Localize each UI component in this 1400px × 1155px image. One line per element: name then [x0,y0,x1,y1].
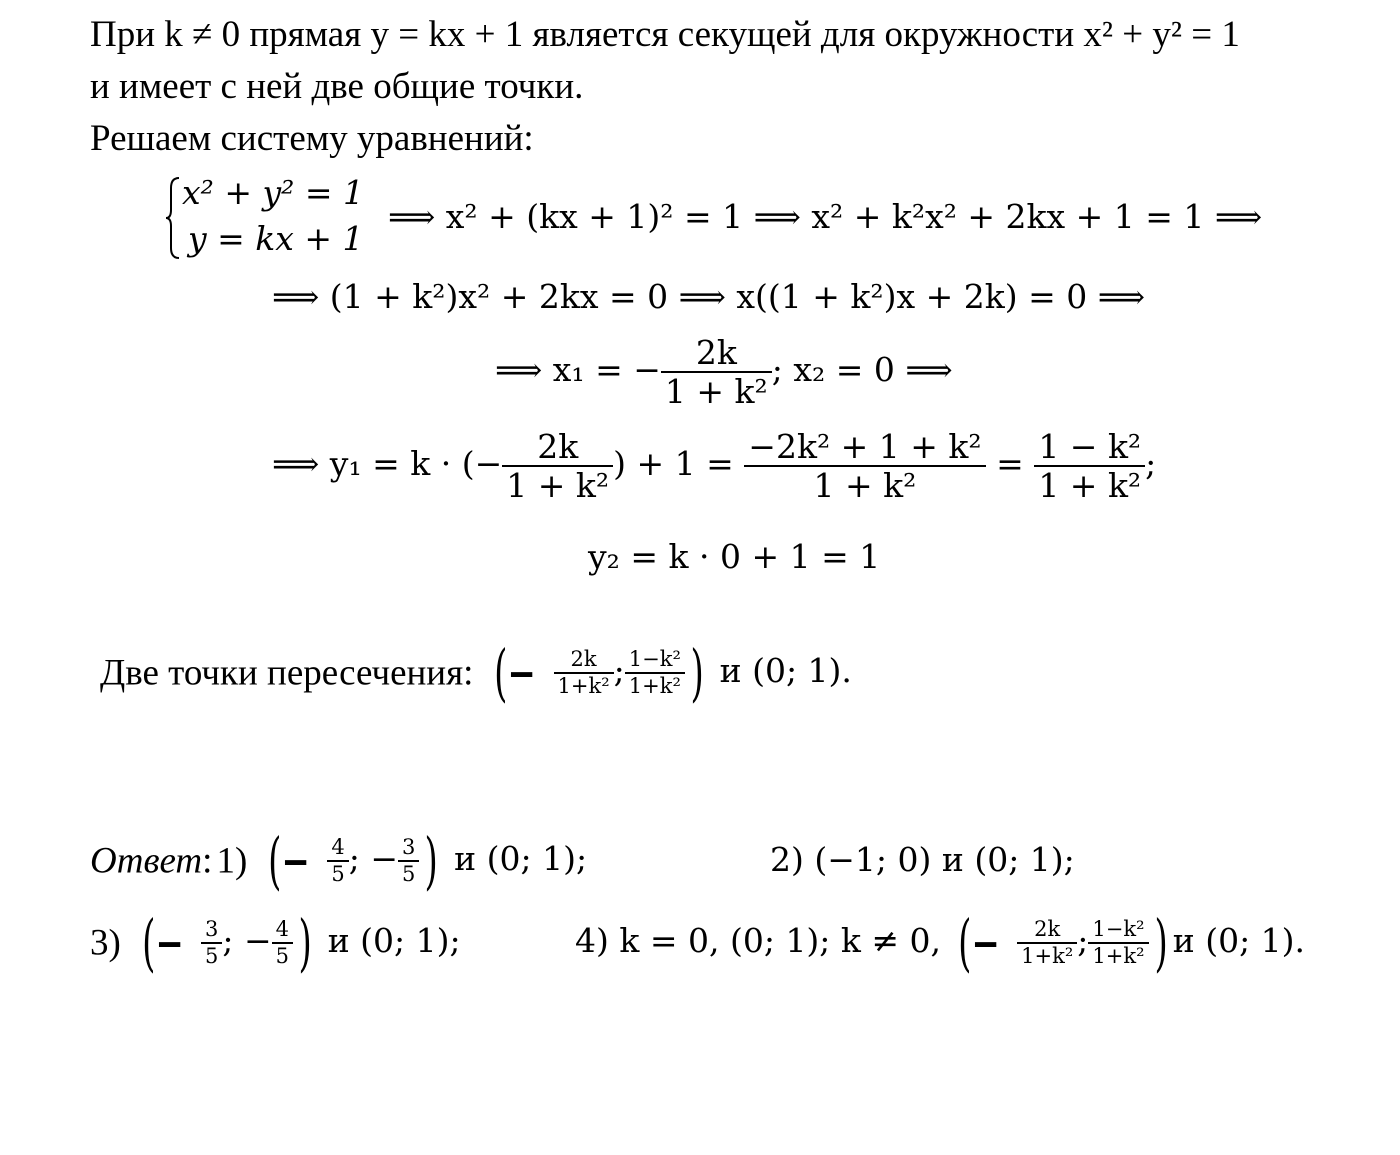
option-4-lead: 4) k = 0, (0; 1); k ≠ 0, [575,921,942,960]
fraction-numerator: 2k [1017,919,1077,944]
option-3-fraction-2 [272,919,293,967]
root-y1-fraction-2 [744,427,985,505]
option-4-close: ) [1153,906,1168,979]
points-open: (− [494,636,537,709]
points-fraction-1 [554,649,614,697]
option-3-tail: и (0; 1); [327,921,461,960]
points-separator: ; [613,651,625,690]
answer-label: Ответ [90,840,203,882]
fraction-numerator: 1 − k² [1034,430,1145,467]
fraction-numerator: 3 [201,919,222,944]
intro-line-1: При k ≠ 0 прямая y = kx + 1 является секущей для окружности x² + y² = 1 [90,14,1240,55]
fraction-denominator: 5 [402,862,416,886]
root-y1-lead: ⟹ y₁ = k · (− [272,444,503,483]
option-1-close: ) [424,824,439,897]
option-4 [575,906,1306,979]
option-3-open: (− [141,906,184,979]
fraction-denominator: 1 + k² [1038,466,1142,505]
root-y1-mid: ) + 1 = [613,444,734,483]
fraction-denominator: 1+k² [628,674,681,698]
fraction-denominator: 1+k² [557,674,610,698]
fraction-numerator: 4 [327,837,348,862]
fraction-numerator: −2k² + 1 + k² [744,430,985,467]
fraction-denominator: 5 [331,862,345,886]
points-label: Две точки пересечения: [100,652,474,694]
option-4-fraction-2 [1088,919,1148,967]
fraction-denominator: 1 + k² [506,466,610,505]
option-1-separator: ; − [348,839,399,878]
option-1-fraction-2 [398,837,419,885]
answer-colon: : [202,840,213,882]
fraction-numerator: 1−k² [1088,919,1148,944]
points-formula [477,636,852,709]
option-1-formula [251,824,588,897]
step-root-y1 [272,427,1157,505]
root-y1-tail: ; [1145,444,1157,483]
fraction-denominator: 1 + k² [813,466,917,505]
intersection-points [100,636,852,709]
fraction-numerator: 2k [502,430,613,467]
option-4-open: (− [958,906,1001,979]
system-brace [165,176,181,260]
option-3-close: ) [298,906,312,979]
option-1-number: 1) [216,840,248,882]
root-y1-equals: = [996,444,1024,483]
roots-x-fraction [661,333,772,411]
intro-line-2: и имеет с ней две общие точки. [90,66,584,107]
system-equation-2: y = kx + 1 [188,219,364,258]
step-roots-x [495,333,953,411]
option-3-fraction-1 [201,919,222,967]
roots-x-lead: ⟹ x₁ = − [495,350,661,389]
option-4-tail: и (0; 1). [1172,921,1306,960]
option-1-tail: и (0; 1); [454,839,588,878]
fraction-numerator: 2k [554,649,614,674]
intro-line-3: Решаем систему уравнений: [90,118,534,159]
option-3-formula [125,906,461,979]
roots-x-tail: ; x₂ = 0 ⟹ [771,350,953,389]
option-4-separator: ; [1077,921,1089,960]
points-close: ) [690,636,704,709]
option-2: 2) (−1; 0) и (0; 1); [770,840,1075,879]
fraction-numerator: 4 [272,919,293,944]
option-4-fraction-1 [1017,919,1077,967]
option-4-formula [575,906,1306,979]
step-root-y2: y₂ = k · 0 + 1 = 1 [588,537,881,576]
option-1-open: (− [268,824,311,897]
fraction-denominator: 5 [275,944,289,968]
option-3-separator: ; − [222,921,272,960]
system-equation-1: x² + y² = 1 [182,173,364,212]
points-tail: и (0; 1). [719,651,852,690]
option-3-number: 3) [90,922,121,964]
answer-row-1 [90,824,588,897]
fraction-numerator: 1−k² [625,649,685,674]
fraction-denominator: 1+k² [1021,944,1074,968]
step-factorization: ⟹ (1 + k²)x² + 2kx = 0 ⟹ x((1 + k²)x + 2k) = 0 ⟹ [272,277,1146,316]
fraction-denominator: 1 + k² [664,372,768,411]
fraction-numerator: 3 [398,837,419,862]
option-1-fraction-1 [327,837,348,885]
fraction-denominator: 5 [204,944,219,968]
system-derivation: ⟹ x² + (kx + 1)² = 1 ⟹ x² + k²x² + 2kx + 1 = 1 ⟹ [388,197,1263,236]
fraction-denominator: 1+k² [1092,944,1145,968]
answer-row-2 [90,906,461,979]
fraction-numerator: 2k [661,336,772,373]
root-y1-fraction-1 [502,427,613,505]
root-y1-fraction-3 [1034,427,1145,505]
points-fraction-2 [625,649,685,697]
